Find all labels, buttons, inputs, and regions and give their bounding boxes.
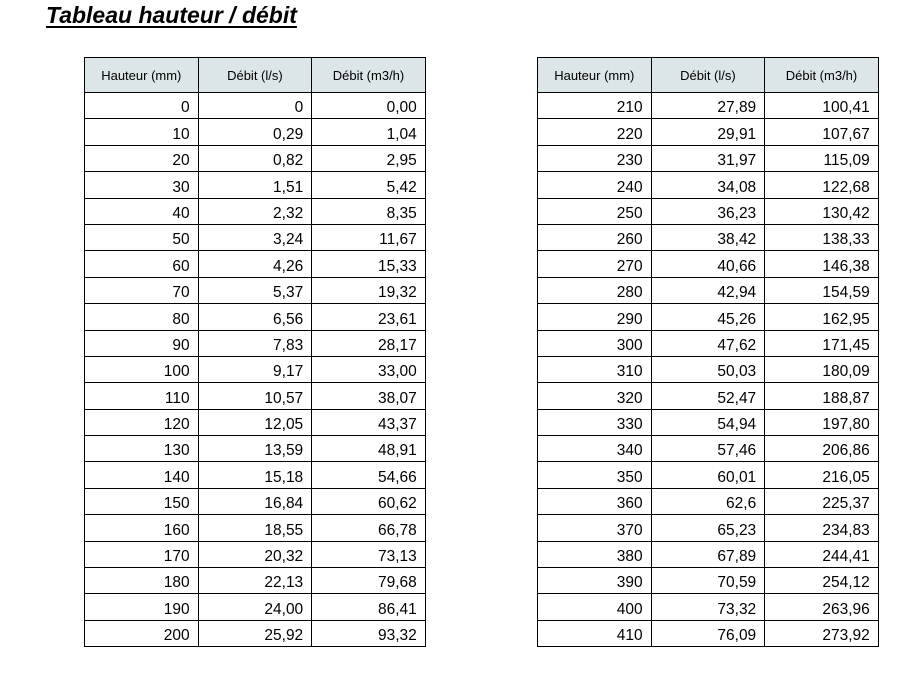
cell-hauteur: 80 — [85, 304, 199, 330]
table-row — [85, 330, 426, 356]
cell-debit-ls: 0 — [198, 93, 312, 119]
cell-debit-ls: 22,13 — [198, 568, 312, 594]
cell-debit-ls: 57,46 — [651, 436, 765, 462]
cell-debit-ls: 15,18 — [198, 462, 312, 488]
cell-debit-m3h: 100,41 — [765, 93, 879, 119]
table-body — [85, 93, 426, 647]
cell-debit-m3h: 122,68 — [765, 172, 879, 198]
cell-debit-m3h: 11,67 — [312, 224, 426, 250]
table-row — [85, 198, 426, 224]
cell-hauteur: 250 — [538, 198, 652, 224]
cell-debit-m3h: 66,78 — [312, 515, 426, 541]
cell-debit-ls: 10,57 — [198, 383, 312, 409]
cell-debit-ls: 62,6 — [651, 488, 765, 514]
table-row — [538, 462, 879, 488]
cell-debit-ls: 24,00 — [198, 594, 312, 620]
cell-debit-ls: 16,84 — [198, 488, 312, 514]
table-row — [85, 251, 426, 277]
header-hauteur: Hauteur (mm) — [538, 58, 652, 93]
cell-debit-ls: 2,32 — [198, 198, 312, 224]
cell-hauteur: 270 — [538, 251, 652, 277]
table-row — [85, 515, 426, 541]
cell-hauteur: 160 — [85, 515, 199, 541]
table-row — [538, 330, 879, 356]
cell-hauteur: 380 — [538, 541, 652, 567]
table-row — [538, 488, 879, 514]
cell-debit-m3h: 43,37 — [312, 409, 426, 435]
cell-debit-ls: 5,37 — [198, 277, 312, 303]
table-row — [538, 93, 879, 119]
cell-debit-m3h: 244,41 — [765, 541, 879, 567]
cell-debit-ls: 9,17 — [198, 356, 312, 382]
cell-hauteur: 40 — [85, 198, 199, 224]
cell-hauteur: 140 — [85, 462, 199, 488]
table-row — [85, 594, 426, 620]
cell-hauteur: 220 — [538, 119, 652, 145]
header-debit-ls: Débit (l/s) — [198, 58, 312, 93]
cell-debit-ls: 38,42 — [651, 224, 765, 250]
header-debit-m3h: Débit (m3/h) — [765, 58, 879, 93]
cell-hauteur: 390 — [538, 568, 652, 594]
cell-debit-ls: 18,55 — [198, 515, 312, 541]
page-title: Tableau hauteur / débit — [46, 2, 297, 28]
cell-debit-m3h: 188,87 — [765, 383, 879, 409]
cell-debit-m3h: 5,42 — [312, 172, 426, 198]
table-row — [85, 383, 426, 409]
table-row — [538, 356, 879, 382]
cell-debit-ls: 34,08 — [651, 172, 765, 198]
cell-hauteur: 20 — [85, 145, 199, 171]
cell-debit-ls: 0,82 — [198, 145, 312, 171]
cell-debit-ls: 7,83 — [198, 330, 312, 356]
table-row — [85, 488, 426, 514]
cell-hauteur: 210 — [538, 93, 652, 119]
cell-debit-ls: 54,94 — [651, 409, 765, 435]
cell-debit-m3h: 15,33 — [312, 251, 426, 277]
cell-debit-ls: 3,24 — [198, 224, 312, 250]
cell-debit-ls: 40,66 — [651, 251, 765, 277]
cell-debit-m3h: 216,05 — [765, 462, 879, 488]
cell-hauteur: 60 — [85, 251, 199, 277]
table-row — [85, 119, 426, 145]
table-row — [538, 145, 879, 171]
cell-hauteur: 360 — [538, 488, 652, 514]
cell-debit-m3h: 180,09 — [765, 356, 879, 382]
cell-hauteur: 170 — [85, 541, 199, 567]
cell-debit-m3h: 234,83 — [765, 515, 879, 541]
table-row — [538, 409, 879, 435]
cell-hauteur: 0 — [85, 93, 199, 119]
table-row — [85, 224, 426, 250]
cell-hauteur: 290 — [538, 304, 652, 330]
cell-debit-ls: 0,29 — [198, 119, 312, 145]
cell-hauteur: 110 — [85, 383, 199, 409]
cell-hauteur: 70 — [85, 277, 199, 303]
cell-hauteur: 280 — [538, 277, 652, 303]
cell-debit-m3h: 8,35 — [312, 198, 426, 224]
cell-debit-ls: 47,62 — [651, 330, 765, 356]
cell-debit-m3h: 225,37 — [765, 488, 879, 514]
cell-hauteur: 30 — [85, 172, 199, 198]
table-row — [538, 119, 879, 145]
table-row — [538, 383, 879, 409]
cell-debit-m3h: 33,00 — [312, 356, 426, 382]
cell-debit-m3h: 2,95 — [312, 145, 426, 171]
cell-debit-ls: 1,51 — [198, 172, 312, 198]
cell-debit-ls: 12,05 — [198, 409, 312, 435]
flow-table-right — [537, 57, 879, 647]
flow-table-left — [84, 57, 426, 647]
cell-debit-ls: 4,26 — [198, 251, 312, 277]
cell-hauteur: 150 — [85, 488, 199, 514]
cell-debit-m3h: 1,04 — [312, 119, 426, 145]
cell-debit-ls: 31,97 — [651, 145, 765, 171]
cell-debit-ls: 52,47 — [651, 383, 765, 409]
cell-debit-m3h: 146,38 — [765, 251, 879, 277]
cell-hauteur: 410 — [538, 620, 652, 646]
cell-hauteur: 10 — [85, 119, 199, 145]
cell-debit-m3h: 38,07 — [312, 383, 426, 409]
cell-hauteur: 180 — [85, 568, 199, 594]
cell-hauteur: 120 — [85, 409, 199, 435]
cell-debit-ls: 13,59 — [198, 436, 312, 462]
cell-debit-ls: 42,94 — [651, 277, 765, 303]
table-row — [85, 436, 426, 462]
table-header-row — [538, 58, 879, 93]
table-row — [85, 93, 426, 119]
cell-debit-m3h: 48,91 — [312, 436, 426, 462]
cell-debit-m3h: 19,32 — [312, 277, 426, 303]
cell-hauteur: 230 — [538, 145, 652, 171]
table-row — [85, 145, 426, 171]
cell-hauteur: 400 — [538, 594, 652, 620]
cell-hauteur: 200 — [85, 620, 199, 646]
cell-debit-m3h: 197,80 — [765, 409, 879, 435]
cell-hauteur: 50 — [85, 224, 199, 250]
table-row — [538, 594, 879, 620]
cell-debit-ls: 76,09 — [651, 620, 765, 646]
cell-hauteur: 330 — [538, 409, 652, 435]
cell-debit-ls: 60,01 — [651, 462, 765, 488]
cell-debit-ls: 6,56 — [198, 304, 312, 330]
header-hauteur: Hauteur (mm) — [85, 58, 199, 93]
table-row — [538, 277, 879, 303]
cell-debit-m3h: 54,66 — [312, 462, 426, 488]
cell-debit-m3h: 93,32 — [312, 620, 426, 646]
cell-debit-m3h: 73,13 — [312, 541, 426, 567]
table-row — [85, 277, 426, 303]
cell-debit-m3h: 79,68 — [312, 568, 426, 594]
cell-debit-m3h: 23,61 — [312, 304, 426, 330]
table-row — [538, 515, 879, 541]
cell-debit-m3h: 154,59 — [765, 277, 879, 303]
table-row — [85, 620, 426, 646]
cell-debit-ls: 50,03 — [651, 356, 765, 382]
cell-debit-ls: 67,89 — [651, 541, 765, 567]
cell-hauteur: 300 — [538, 330, 652, 356]
cell-debit-ls: 73,32 — [651, 594, 765, 620]
table-row — [85, 409, 426, 435]
cell-debit-m3h: 138,33 — [765, 224, 879, 250]
cell-debit-m3h: 86,41 — [312, 594, 426, 620]
cell-debit-m3h: 171,45 — [765, 330, 879, 356]
cell-debit-ls: 65,23 — [651, 515, 765, 541]
cell-hauteur: 260 — [538, 224, 652, 250]
table-row — [538, 568, 879, 594]
table-row — [538, 172, 879, 198]
cell-hauteur: 370 — [538, 515, 652, 541]
table-row — [538, 620, 879, 646]
table-row — [538, 436, 879, 462]
cell-debit-m3h: 107,67 — [765, 119, 879, 145]
table-row — [538, 304, 879, 330]
cell-hauteur: 190 — [85, 594, 199, 620]
table-row — [538, 198, 879, 224]
cell-debit-m3h: 254,12 — [765, 568, 879, 594]
cell-hauteur: 340 — [538, 436, 652, 462]
cell-debit-m3h: 115,09 — [765, 145, 879, 171]
cell-debit-m3h: 273,92 — [765, 620, 879, 646]
cell-debit-m3h: 162,95 — [765, 304, 879, 330]
cell-debit-m3h: 130,42 — [765, 198, 879, 224]
cell-hauteur: 130 — [85, 436, 199, 462]
cell-debit-m3h: 60,62 — [312, 488, 426, 514]
table-row — [538, 224, 879, 250]
table-row — [538, 541, 879, 567]
cell-debit-m3h: 0,00 — [312, 93, 426, 119]
cell-hauteur: 240 — [538, 172, 652, 198]
cell-debit-m3h: 206,86 — [765, 436, 879, 462]
header-debit-m3h: Débit (m3/h) — [312, 58, 426, 93]
table-row — [85, 541, 426, 567]
cell-debit-ls: 36,23 — [651, 198, 765, 224]
cell-debit-ls: 29,91 — [651, 119, 765, 145]
table-row — [85, 568, 426, 594]
cell-debit-ls: 45,26 — [651, 304, 765, 330]
cell-debit-ls: 27,89 — [651, 93, 765, 119]
table-row — [538, 251, 879, 277]
cell-debit-ls: 20,32 — [198, 541, 312, 567]
header-debit-ls: Débit (l/s) — [651, 58, 765, 93]
cell-hauteur: 310 — [538, 356, 652, 382]
cell-hauteur: 350 — [538, 462, 652, 488]
table-row — [85, 462, 426, 488]
table-row — [85, 172, 426, 198]
table-header-row — [85, 58, 426, 93]
cell-hauteur: 320 — [538, 383, 652, 409]
cell-hauteur: 100 — [85, 356, 199, 382]
cell-debit-ls: 70,59 — [651, 568, 765, 594]
table-row — [85, 304, 426, 330]
cell-debit-m3h: 263,96 — [765, 594, 879, 620]
cell-debit-ls: 25,92 — [198, 620, 312, 646]
table-row — [85, 356, 426, 382]
cell-hauteur: 90 — [85, 330, 199, 356]
cell-debit-m3h: 28,17 — [312, 330, 426, 356]
table-body — [538, 93, 879, 647]
